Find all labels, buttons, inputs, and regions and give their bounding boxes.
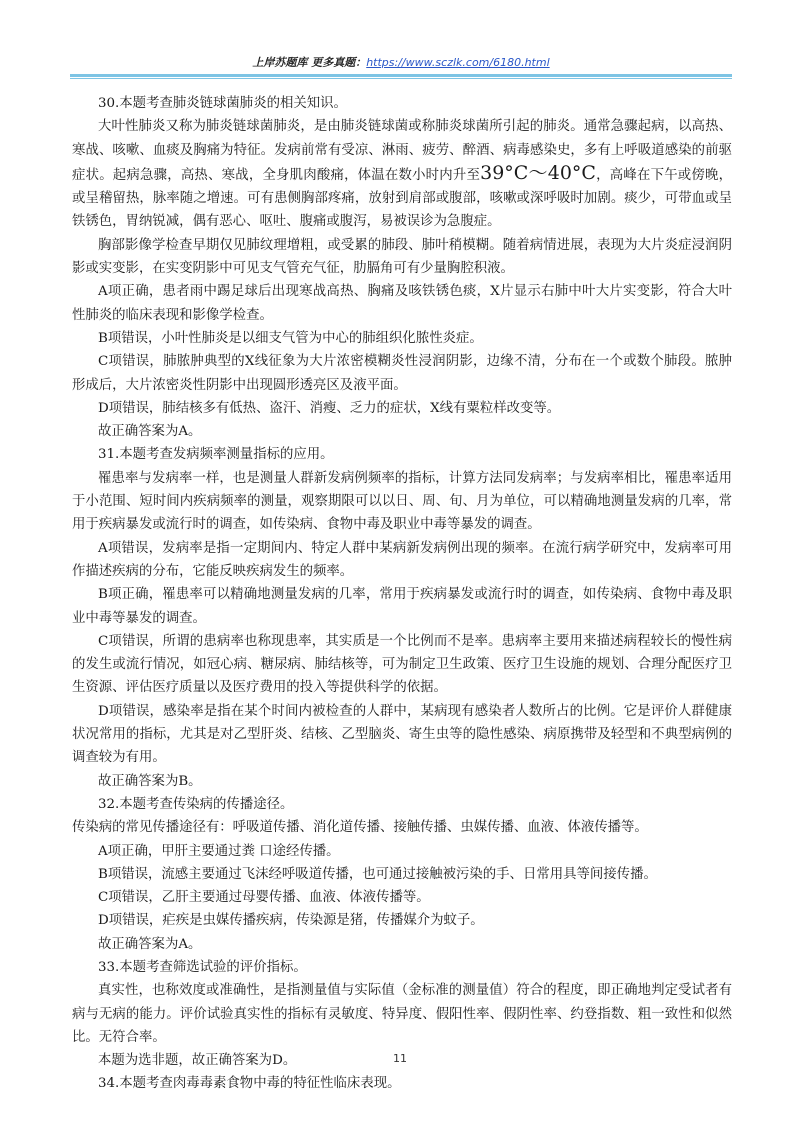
q30-paragraph-2: 胸部影像学检查早期仅见肺纹理增粗，或受累的肺段、肺叶稍模糊。随着病情进展，表现为大片炎症浸润阴影或实变影，在实变阴影中可见支气管充气征，肋膈角可有少量胸腔积液。: [72, 237, 732, 277]
q31-paragraph-1: 罹患率与发病率一样，也是测量人群新发病例频率的指标，计算方法同发病率；与发病率相比，罹患率适用于小范围、短时间内疾病频率的测量，观察期限可以以日、周、旬、月为单位，可以精确地测量发病的几率，常用于疾病暴发或流行时的调查，如传染病、食物中毒及职业中毒等暴发的调查。: [72, 470, 732, 533]
document-body: [72, 92, 732, 1096]
q31-option-c: C项错误，所谓的患病率也称现患率，其实质是一个比例而不是率。患病率主要用来描述病程较长的慢性病的发生或流行情况，如冠心病、糖尿病、肺结核等，可为制定卫生政策、医疗卫生设施的规划、合理分配医疗卫生资源、评估医疗质量以及医疗费用的投入等提供科学的依据。: [72, 633, 732, 696]
header-rule-thin: [70, 78, 732, 79]
q32-option-a: A项正确，甲肝主要通过粪 口途经传播。: [98, 843, 340, 859]
q31-title: 31.本题考查发病频率测量指标的应用。: [98, 447, 334, 463]
q30-option-c: C项错误，肺脓肿典型的X线征象为大片浓密模糊炎性浸润阴影，边缘不清，分布在一个或数个肺段。脓肿形成后，大片浓密炎性阴影中出现圆形透亮区及液平面。: [72, 354, 732, 393]
q32-option-d: D项错误，疟疾是虫媒传播疾病，传染源是猪，传播媒介为蚊子。: [98, 913, 484, 929]
q32-option-c: C项错误，乙肝主要通过母婴传播、血液、体液传播等。: [98, 890, 430, 906]
q30-p1a: 大叶性肺炎又称为肺炎链球菌肺炎，是由肺炎链球菌或称肺炎球菌所引起的肺炎。通常急骤起病，以高热、寒战、咳嗽、血痰及胸痛为特征。发病前常有受凉、淋雨、疲劳、醉酒、病毒感染史，多有上呼吸道感染的前驱症状。起病急骤，高热、寒战，全身肌肉酸痛，体温在数小时内升至: [72, 119, 732, 183]
q30-p1b: ，高峰在下午或傍晚，或呈稽留热，脉率随之增速。可有患侧胸部疼痛，放射到肩部或腹部，咳嗽或深呼吸时加剧。痰少，可带血或呈铁锈色，胃纳锐减，偶有恶心、呕吐、腹痛或腹泻，易被误诊为急腹症。: [72, 167, 733, 230]
q31-option-a: A项错误，发病率是指一定期间内、特定人群中某病新发病例出现的频率。在流行病学研究中，发病率可用作描述疾病的分布，它能反映疾病发生的频率。: [72, 540, 732, 579]
q31-option-d: D项错误，感染率是指在某个时间内被检查的人群中，某病现有感染者人数所占的比例。它是评价人群健康状况常用的指标，尤其是对乙型肝炎、结核、乙型脑炎、寄生虫等的隐性感染、病原携带及轻型和不典型病例的调查较为有用。: [72, 703, 732, 766]
q30-answer: 故正确答案为A。: [98, 424, 202, 440]
page-number: 11: [393, 1052, 407, 1065]
q32-title: 32.本题考查传染病的传播途径。: [98, 796, 294, 812]
q32-paragraph-1: 传染病的常见传播途径有：呼吸道传播、消化道传播、接触传播、虫媒传播、血液、体液传播等。: [72, 820, 648, 836]
q32-answer: 故正确答案为A。: [98, 936, 202, 952]
q30-option-b: B项错误，小叶性肺炎是以细支气管为中心的肺组织化脓性炎症。: [98, 330, 483, 346]
q30-option-a: A项正确，患者雨中踢足球后出现寒战高热、胸痛及咳铁锈色痰，X片显示右肺中叶大片实变影，符合大叶性肺炎的临床表现和影像学检查。: [72, 284, 732, 323]
q31-option-b: B项正确，罹患率可以精确地测量发病的几率，常用于疾病暴发或流行时的调查，如传染病、食物中毒及职业中毒等暴发的调查。: [72, 587, 732, 626]
q30-paragraph-1: [72, 115, 732, 233]
header-prefix: 上岸苏题库 更多真题：: [252, 56, 367, 69]
q33-paragraph-2: 本题为选非题，故正确答案为D。: [98, 1053, 297, 1069]
header-link[interactable]: https://www.sczlk.com/6180.html: [366, 56, 550, 69]
q33-title: 33.本题考查筛选试验的评价指标。: [98, 959, 307, 975]
q34-title: 34.本题考查肉毒毒素食物中毒的特征性临床表现。: [98, 1076, 401, 1092]
q31-answer: 故正确答案为B。: [98, 773, 202, 789]
q30-option-d: D项错误，肺结核多有低热、盗汗、消瘦、乏力的症状，X线有粟粒样改变等。: [98, 400, 561, 416]
q30-title: 30.本题考查肺炎链球菌肺炎的相关知识。: [98, 96, 347, 111]
q32-option-b: B项错误，流感主要通过飞沫经呼吸道传播，也可通过接触被污染的手、日常用具等间接传播。: [98, 866, 657, 882]
q33-paragraph-1: 真实性，也称效度或准确性，是指测量值与实际值（金标准的测量值）符合的程度，即正确地判定受试者有病与无病的能力。评价试验真实性的指标有灵敏度、特异度、假阳性率、假阴性率、约登指数、粗一致性和似然比。无符合率。: [72, 983, 732, 1045]
header-rule: [70, 74, 732, 77]
q30-temperature: 39°C～40°C: [480, 161, 596, 184]
